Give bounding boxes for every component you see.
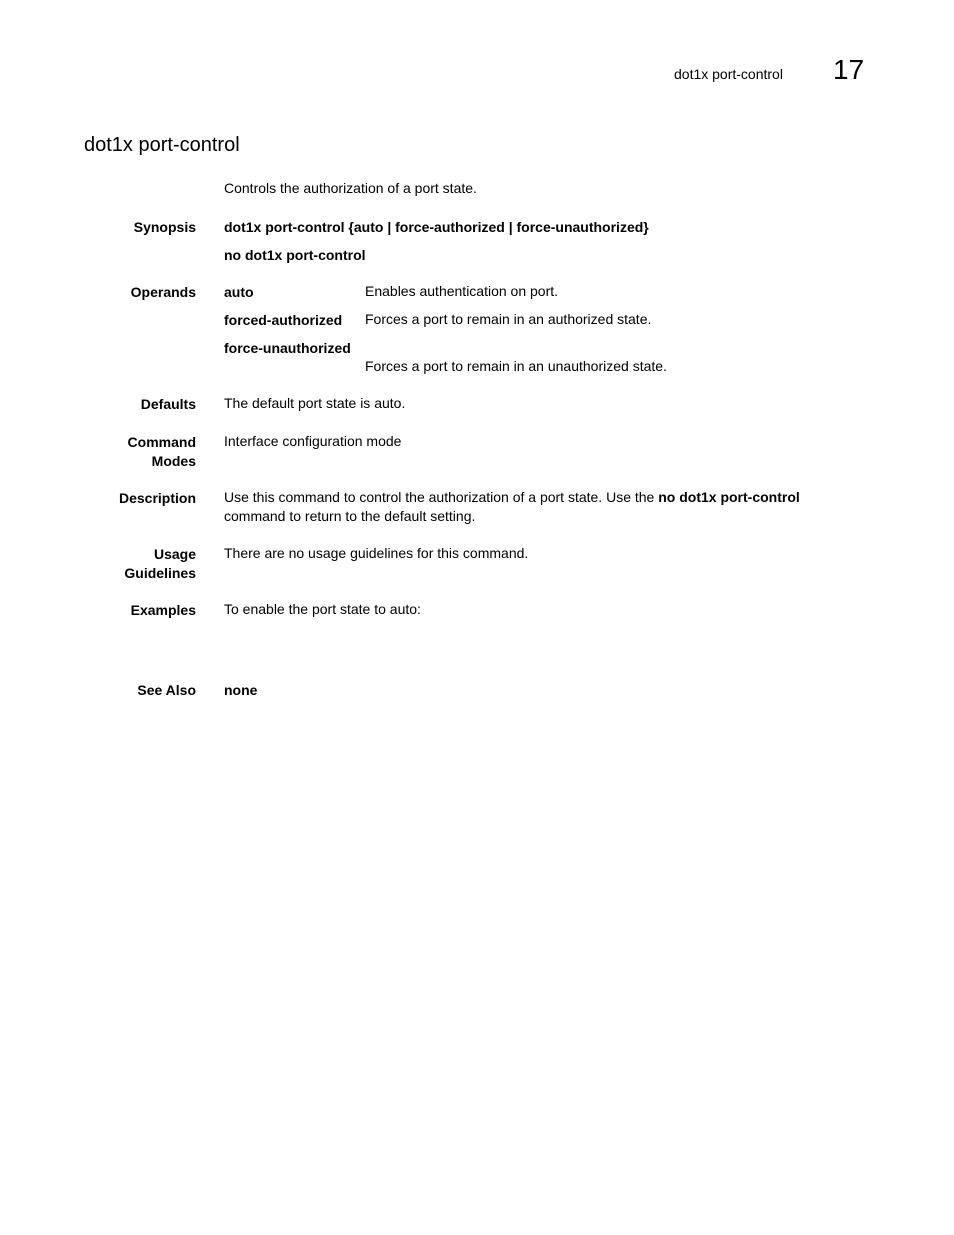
command-label-line: Command (127, 434, 196, 450)
description-part-1: Use this command to control the authorization of a port state. Use the (224, 489, 659, 505)
description-part-2: command to return to the default setting. (224, 508, 476, 524)
synopsis-line-1: dot1x port-control {auto | force-authorized | force-unauthorized} (224, 219, 649, 235)
chapter-number: 17 (833, 54, 865, 85)
page-title: dot1x port-control (84, 134, 240, 156)
examples-text: To enable the port state to auto: (224, 601, 421, 617)
examples-label: Examples (130, 602, 196, 618)
synopsis-line-2: no dot1x port-control (224, 247, 366, 263)
guidelines-label-line: Guidelines (124, 565, 196, 581)
command-modes-text: Interface configuration mode (224, 433, 402, 449)
operands-label: Operands (130, 284, 196, 300)
operand-desc: Forces a port to remain in an authorized state. (365, 311, 652, 327)
running-header-title: dot1x port-control (674, 66, 783, 82)
defaults-text: The default port state is auto. (224, 395, 406, 411)
intro-text: Controls the authorization of a port state. (224, 180, 477, 196)
operand-desc: Forces a port to remain in an unauthorized state. (365, 358, 667, 374)
operand-name: forced-authorized (224, 312, 343, 328)
operand-name: auto (224, 284, 254, 300)
usage-guidelines-label (124, 545, 196, 583)
operand-desc: Enables authentication on port. (365, 283, 559, 299)
see-also-label: See Also (137, 682, 196, 698)
usage-guidelines-text: There are no usage guidelines for this command. (224, 545, 529, 561)
description-label: Description (118, 490, 196, 506)
description-command: no dot1x port-control (658, 489, 800, 505)
modes-label-line: Modes (151, 453, 196, 469)
usage-label-line: Usage (153, 546, 196, 562)
synopsis-label: Synopsis (133, 219, 196, 235)
command-modes-label (128, 433, 196, 471)
defaults-label: Defaults (140, 396, 196, 412)
operand-name: force-unauthorized (224, 340, 351, 356)
description-text (224, 488, 829, 526)
see-also-text: none (224, 682, 258, 698)
